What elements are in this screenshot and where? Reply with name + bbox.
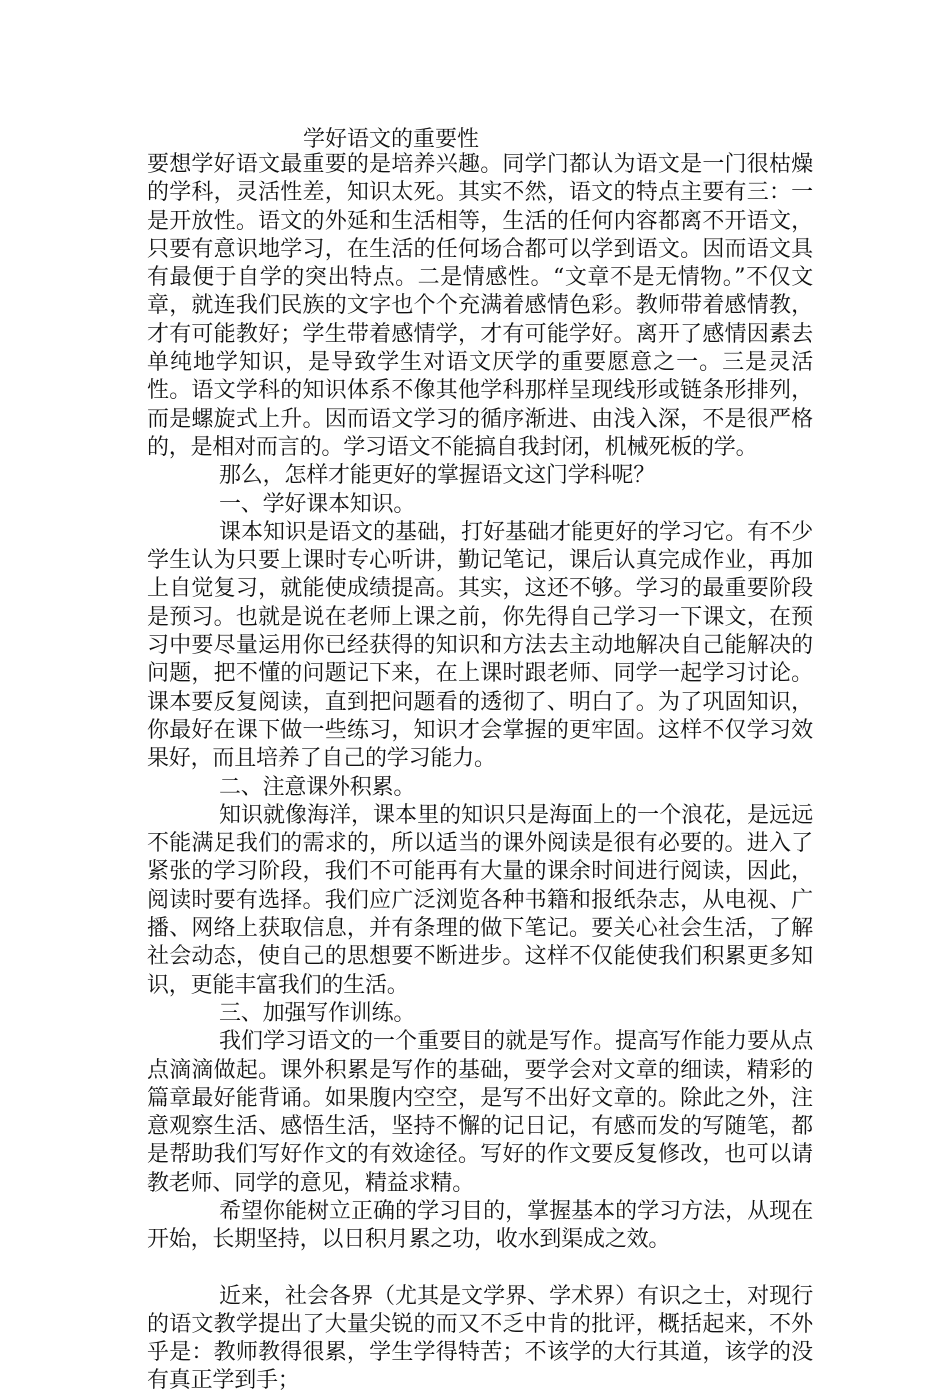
document-body — [147, 151, 813, 1396]
paragraph-textbook: 课本知识是语文的基础，打好基础才能更好的学习它。有不少学生认为只要上课时专心听讲，勤记笔记，课后认真完成作业，再加上自觉复习，就能使成绩提高。其实，这还不够。学习的最重要阶段是预习。也就是说在老师上课之前，你先得自己学习一下课文，在预习中要尽量运用你已经获得的知识和方法去主动地解决自己能解决的问题，把不懂的问题记下来，在上课时跟老师、同学一起学习讨论。课本要反复阅读，直到把问题看的透彻了、明白了。为了巩固知识，你最好在课下做一些练习，知识才会掌握的更牢固。这样不仅学习效果好，而且培养了自己的学习能力。 — [147, 519, 813, 772]
section-heading-2: 二、注意课外积累。 — [219, 774, 416, 800]
paragraph-extracurricular: 知识就像海洋，课本里的知识只是海面上的一个浪花，是远远不能满足我们的需求的，所以适当的课外阅读是很有必要的。进入了紧张的学习阶段，我们不可能再有大量的课余时间进行阅读，因此，阅读时要有选择。我们应广泛浏览各种书籍和报纸杂志，从电视、广播、网络上获取信息，并有条理的做下笔记。要关心社会生活，了解社会动态，使自己的思想要不断进步。这样不仅能使我们积累更多知识，更能丰富我们的生活。 — [147, 802, 813, 998]
paragraph-conclusion: 希望你能树立正确的学习目的，掌握基本的学习方法，从现在开始，长期坚持，以日积月累之功，收水到渠成之效。 — [147, 1198, 813, 1253]
section-heading-3: 三、加强写作训练。 — [219, 1000, 416, 1026]
paragraph-intro: 要想学好语文最重要的是培养兴趣。同学门都认为语文是一门很枯燥的学科，灵活性差，知识太死。其实不然，语文的特点主要有三：一是开放性。语文的外延和生活相等，生活的任何内容都离不开语文，只要有意识地学习，在生活的任何场合都可以学到语文。因而语文具有最便于自学的突出特点。二是情感性。“文章不是无情物。”不仅文章，就连我们民族的文字也个个充满着感情色彩。教师带着感情教，才有可能教好；学生带着感情学，才有可能学好。离开了感情因素去单纯地学知识，是导致学生对语文厌学的重要愿意之一。三是灵活性。语文学科的知识体系不像其他学科那样呈现线形或链条形排列，而是螺旋式上升。因而语文学习的循序渐进、由浅入深，不是很严格的，是相对而言的。学习语文不能搞自我封闭，机械死板的学。 — [147, 152, 813, 460]
paragraph-question: 那么，怎样才能更好的掌握语文这门学科呢？ — [219, 463, 656, 489]
section-heading-1: 一、学好课本知识。 — [219, 491, 416, 517]
paragraph-recent-criticism: 近来，社会各界（尤其是文学界、学术界）有识之士，对现行的语文教学提出了大量尖锐的而又不乏中肯的批评，概括起来，不外乎是：教师教得很累，学生学得特苦；不该学的大行其道，该学的没有真正学到手； — [147, 1283, 813, 1394]
paragraph-writing: 我们学习语文的一个重要目的就是写作。提高写作能力要从点点滴滴做起。课外积累是写作的基础，要学会对文章的细读，精彩的篇章最好能背诵。如果腹内空空，是写不出好文章的。除此之外，注意观察生活、感悟生活，坚持不懈的记日记，有感而发的写随笔，都是帮助我们写好作文的有效途径。写好的作文要反复修改，也可以请教老师、同学的意见，精益求精。 — [147, 1029, 813, 1196]
document-title: 学好语文的重要性 — [303, 127, 480, 152]
